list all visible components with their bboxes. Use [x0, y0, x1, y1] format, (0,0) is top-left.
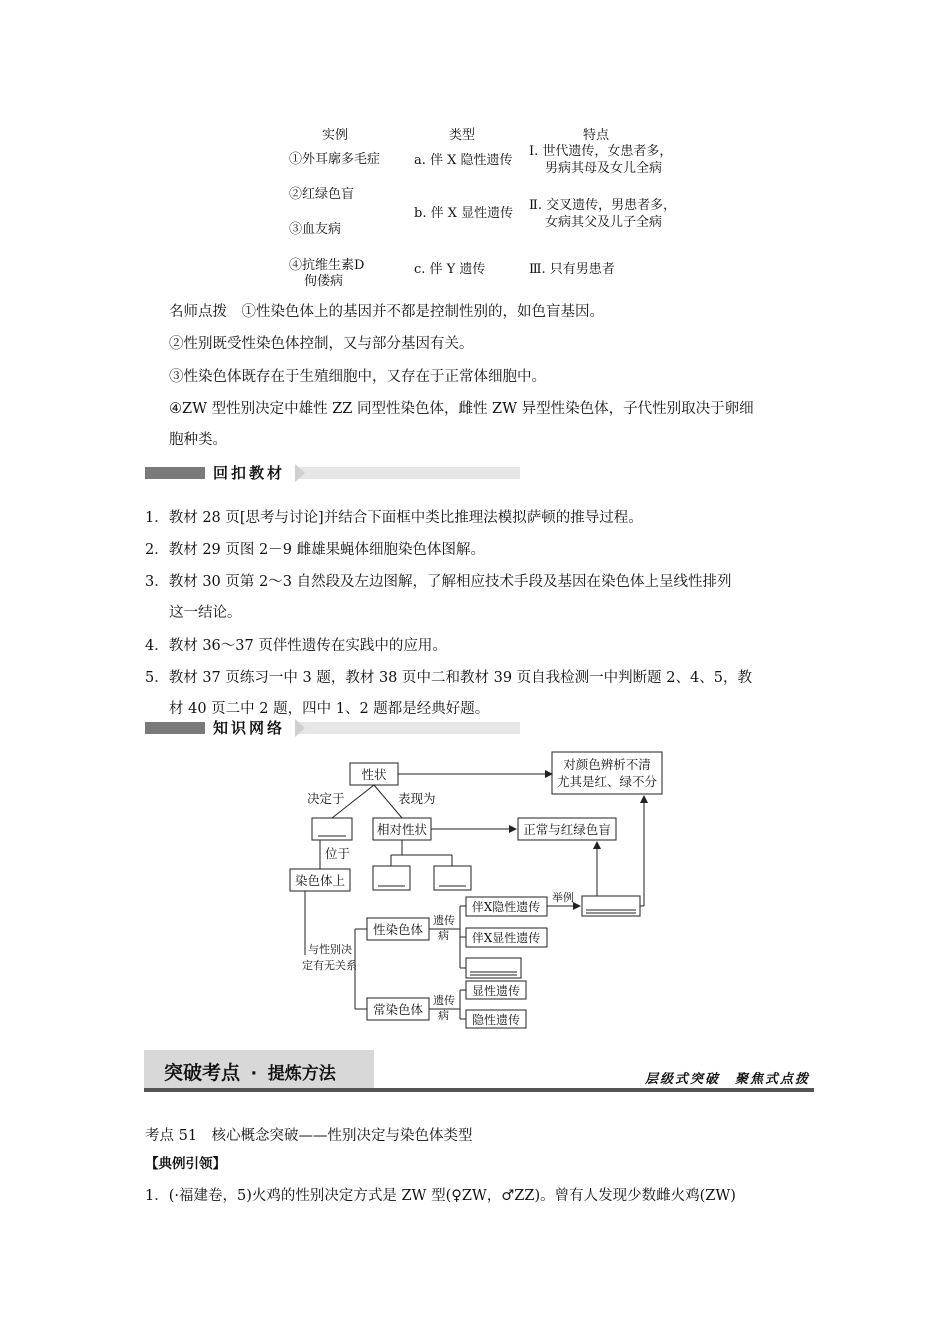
banner-title: 突破考点 · 提炼方法 — [164, 1062, 336, 1084]
trait-label: 性状 — [361, 767, 387, 782]
color-label-1: 对颜色辨析不清 — [563, 757, 651, 772]
tip-line-5: 胞种类。 — [169, 432, 227, 448]
table-feature-1b: 男病其母及女儿全病 — [545, 161, 663, 176]
table-feature-2b: 女病其父及儿子全病 — [545, 215, 663, 230]
table-example-2: ②红绿色盲 — [289, 187, 355, 202]
table-feature-2a: Ⅱ. 交叉遗传，男患者多， — [529, 198, 677, 213]
heredity-label-2: 遗传 — [433, 994, 455, 1007]
dominant-label: 显性遗传 — [471, 984, 521, 998]
sex-chromosome-label: 性染色体 — [372, 922, 424, 937]
normal-colorblind-label: 正常与红绿色盲 — [523, 822, 611, 837]
banner-right-text: 层级式突破 聚焦式点拨 — [644, 1072, 810, 1087]
color-label-2: 尤其是红、绿不分 — [556, 774, 658, 789]
tip-line-2: ②性别既受性染色体控制，又与部分基因有关。 — [169, 336, 474, 352]
question-1: 1．(·福建卷，5)火鸡的性别决定方式是 ZW 型(♀ZW，♂ZZ)。曾有人发现少数雌火鸡(ZW) — [145, 1188, 736, 1204]
disease-label-1: 病 — [438, 929, 449, 942]
review-item-2: 2．教材 29 页图 2－9 雌雄果蝇体细胞染色体图解。 — [145, 542, 486, 558]
review-item-3: 3．教材 30 页第 2～3 自然段及左边图解，了解相应技术手段及基因在染色体上呈线性排列 — [145, 574, 732, 590]
manifest-as-label: 表现为 — [398, 791, 436, 806]
review-item-5b: 材 40 页二中 2 题，四中 1、2 题都是经典好题。 — [169, 701, 490, 717]
table-type-b: b. 伴 X 显性遗传 — [414, 206, 514, 221]
section-network-title: 知识网络 — [205, 717, 293, 739]
sex-related-label-2: 定有无关系 — [302, 959, 357, 972]
example-label: 举例 — [552, 891, 574, 904]
section-banner — [144, 1050, 814, 1092]
table-feature-1a: Ⅰ. 世代遗传，女患者多， — [529, 144, 673, 159]
x-recessive-label: 伴X隐性遗传 — [471, 900, 541, 914]
disease-label-2: 病 — [438, 1009, 449, 1022]
table-type-a: a. 伴 X 隐性遗传 — [414, 153, 513, 168]
recessive-label: 隐性遗传 — [471, 1013, 521, 1027]
located-on-label: 位于 — [325, 846, 351, 861]
tip-line-1: 名师点拨 ①性染色体上的基因并不都是控制性别的，如色盲基因。 — [169, 304, 604, 320]
autosome-label: 常染色体 — [372, 1002, 424, 1017]
kaodian-title: 考点 51 核心概念突破——性别决定与染色体类型 — [145, 1128, 473, 1144]
heredity-label-1: 遗传 — [433, 914, 455, 927]
review-item-1: 1．教材 28 页[思考与讨论]并结合下面框中类比推理法模拟萨顿的推导过程。 — [145, 510, 643, 526]
section-review-title: 回扣教材 — [205, 462, 293, 484]
table-example-4: ④抗维生素D — [289, 258, 365, 273]
tip-line-4: ④ZW 型性别决定中雄性 ZZ 同型性染色体，雌性 ZW 异型性染色体，子代性别取决于卵细 — [169, 401, 754, 417]
gene-blank-box — [312, 818, 352, 840]
x-dominant-label: 伴X显性遗传 — [471, 931, 541, 945]
table-header-type: 类型 — [449, 128, 476, 143]
table-type-c: c. 伴 Y 遗传 — [414, 262, 486, 277]
example-heading: 【典例引领】 — [145, 1156, 226, 1172]
tip-line-3: ③性染色体既存在于生殖细胞中，又存在于正常体细胞中。 — [169, 369, 546, 385]
relative-trait-label: 相对性状 — [376, 822, 428, 837]
review-item-5: 5．教材 37 页练习一中 3 题，教材 38 页中二和教材 39 页自我检测一中判断题 2、4、5，教 — [145, 670, 752, 686]
table-example-1: ①外耳廓多毛症 — [289, 152, 381, 167]
table-example-4b: 佝偻病 — [304, 274, 344, 289]
sex-related-label-1: 与性别决 — [308, 943, 352, 956]
chromosome-label: 染色体上 — [294, 873, 346, 888]
decided-by-label: 决定于 — [307, 791, 345, 806]
table-example-3: ③血友病 — [289, 222, 342, 237]
review-item-4: 4．教材 36～37 页伴性遗传在实践中的应用。 — [145, 638, 447, 654]
table-header-feature: 特点 — [583, 128, 610, 143]
table-feature-3: Ⅲ. 只有男患者 — [529, 262, 615, 277]
table-header-example: 实例 — [322, 128, 349, 143]
review-item-3b: 这一结论。 — [169, 605, 242, 621]
